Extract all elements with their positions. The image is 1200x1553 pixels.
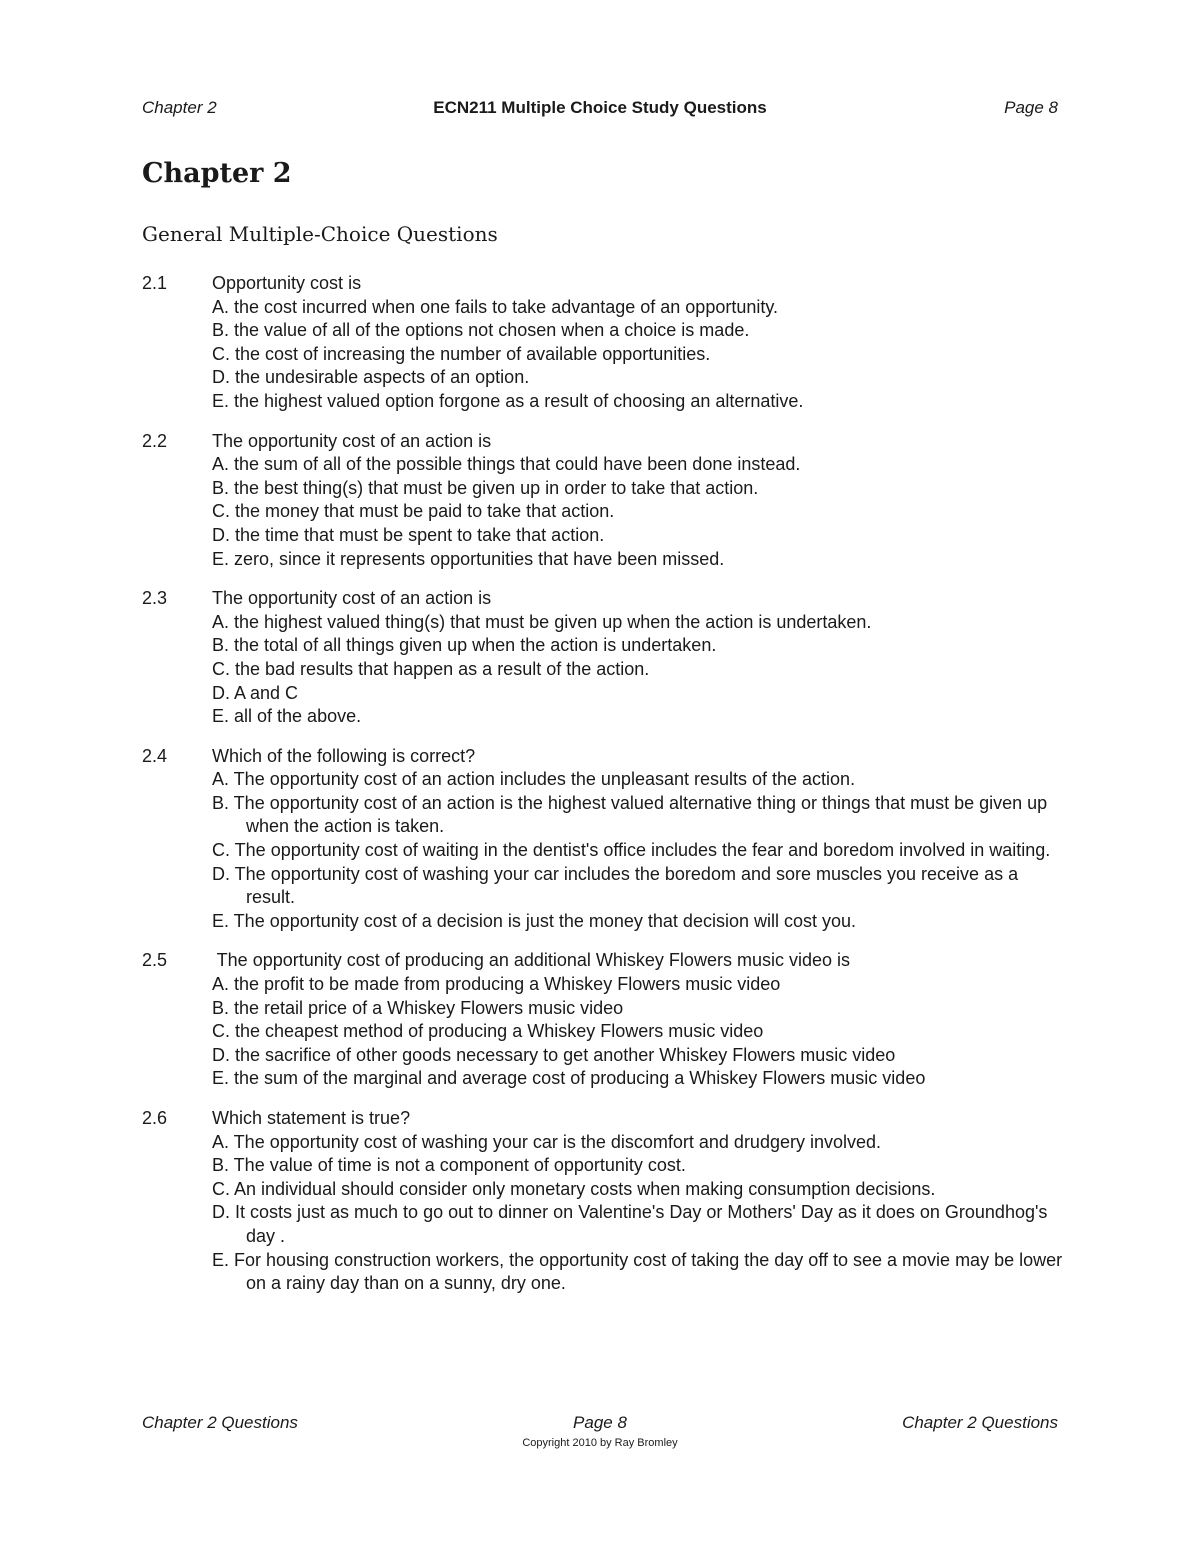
- question-stem: Which statement is true?: [212, 1108, 411, 1128]
- answer-option: E. all of the above.: [212, 706, 362, 727]
- answer-option: E. zero, since it represents opportunities that have been missed.: [212, 548, 725, 569]
- answer-option: B. The opportunity cost of an action is the highest valued alternative thing or things that must be given up when the action is taken.: [212, 792, 1048, 837]
- question-2-2: [142, 430, 1072, 572]
- answer-option: A. The opportunity cost of washing your car is the discomfort and drudgery involved.: [212, 1131, 882, 1152]
- section-title: General Multiple-Choice Questions: [142, 222, 498, 246]
- copyright-notice: Copyright 2010 by Ray Bromley: [522, 1437, 678, 1449]
- answer-option: A. the cost incurred when one fails to take advantage of an opportunity.: [212, 296, 779, 317]
- answer-option: C. the cheapest method of producing a Whiskey Flowers music video: [212, 1021, 764, 1042]
- question-number: 2.2: [142, 430, 168, 451]
- question-stem: The opportunity cost of an action is: [212, 430, 492, 451]
- question-list: [142, 272, 1072, 1312]
- question-number: 2.6: [142, 1108, 168, 1128]
- answer-option: D. A and C: [212, 682, 299, 703]
- question-number: 2.5: [142, 950, 168, 971]
- answer-option: E. The opportunity cost of a decision is just the money that decision will cost you.: [212, 910, 857, 931]
- answer-option: B. the total of all things given up when the action is undertaken.: [212, 635, 717, 656]
- answer-option: D. the sacrifice of other goods necessary to get another Whiskey Flowers music video: [212, 1044, 896, 1065]
- question-stem: The opportunity cost of an action is: [212, 588, 492, 609]
- question-2-4: [142, 745, 1072, 934]
- answer-option: E. the highest valued option forgone as a result of choosing an alternative.: [212, 390, 804, 411]
- answer-option: B. the best thing(s) that must be given up in order to take that action.: [212, 477, 759, 498]
- question-stem: The opportunity cost of producing an additional Whiskey Flowers music video is: [212, 950, 850, 971]
- answer-option: A. the profit to be made from producing a Whiskey Flowers music video: [212, 974, 781, 995]
- answer-option: E. the sum of the marginal and average cost of producing a Whiskey Flowers music video: [212, 1068, 926, 1089]
- footer-left-label: Chapter 2 Questions: [142, 1413, 298, 1432]
- question-number: 2.3: [142, 588, 168, 609]
- answer-option: C. the money that must be paid to take that action.: [212, 501, 615, 522]
- question-2-3: [142, 587, 1072, 729]
- header-chapter-label: Chapter 2: [142, 98, 217, 117]
- answer-option: C. An individual should consider only monetary costs when making consumption decisions.: [212, 1178, 936, 1199]
- answer-option: D. the undesirable aspects of an option.: [212, 367, 530, 388]
- answer-option: A. The opportunity cost of an action includes the unpleasant results of the action.: [212, 769, 856, 790]
- question-2-5: [142, 949, 1072, 1091]
- answer-option: B. the value of all of the options not chosen when a choice is made.: [212, 320, 750, 341]
- answer-option: A. the sum of all of the possible things that could have been done instead.: [212, 454, 801, 475]
- question-number: 2.1: [142, 273, 168, 293]
- page-footer: [142, 1413, 1058, 1439]
- question-2-1: [142, 272, 1072, 414]
- answer-option: B. The value of time is not a component of opportunity cost.: [212, 1155, 686, 1176]
- answer-option: D. The opportunity cost of washing your car includes the boredom and sore muscles you receive as a result.: [212, 863, 1019, 908]
- answer-option: E. For housing construction workers, the opportunity cost of taking the day off to see a movie may be lower on a rainy day than on a sunny, dry one.: [212, 1249, 1063, 1294]
- footer-page-number: Page 8: [573, 1413, 627, 1432]
- question-2-6: [142, 1107, 1072, 1296]
- question-stem: Which of the following is correct?: [212, 745, 476, 766]
- page-header: [142, 98, 1058, 124]
- question-number: 2.4: [142, 745, 168, 766]
- question-stem: Opportunity cost is: [212, 273, 362, 293]
- answer-option: C. the bad results that happen as a result of the action.: [212, 658, 650, 679]
- answer-option: C. the cost of increasing the number of available opportunities.: [212, 343, 711, 364]
- chapter-title: Chapter 2: [142, 158, 292, 189]
- header-page-number: Page 8: [1004, 98, 1058, 117]
- answer-option: B. the retail price of a Whiskey Flowers music video: [212, 997, 624, 1018]
- answer-option: D. the time that must be spent to take that action.: [212, 524, 605, 545]
- footer-right-label: Chapter 2 Questions: [902, 1413, 1058, 1432]
- header-course-title: ECN211 Multiple Choice Study Questions: [433, 98, 767, 117]
- answer-option: C. The opportunity cost of waiting in the dentist's office includes the fear and boredom involved in waiting.: [212, 840, 1051, 861]
- answer-option: A. the highest valued thing(s) that must be given up when the action is undertaken.: [212, 611, 872, 632]
- answer-option: D. It costs just as much to go out to dinner on Valentine's Day or Mothers' Day as it does on Groundhog's day .: [212, 1202, 1048, 1246]
